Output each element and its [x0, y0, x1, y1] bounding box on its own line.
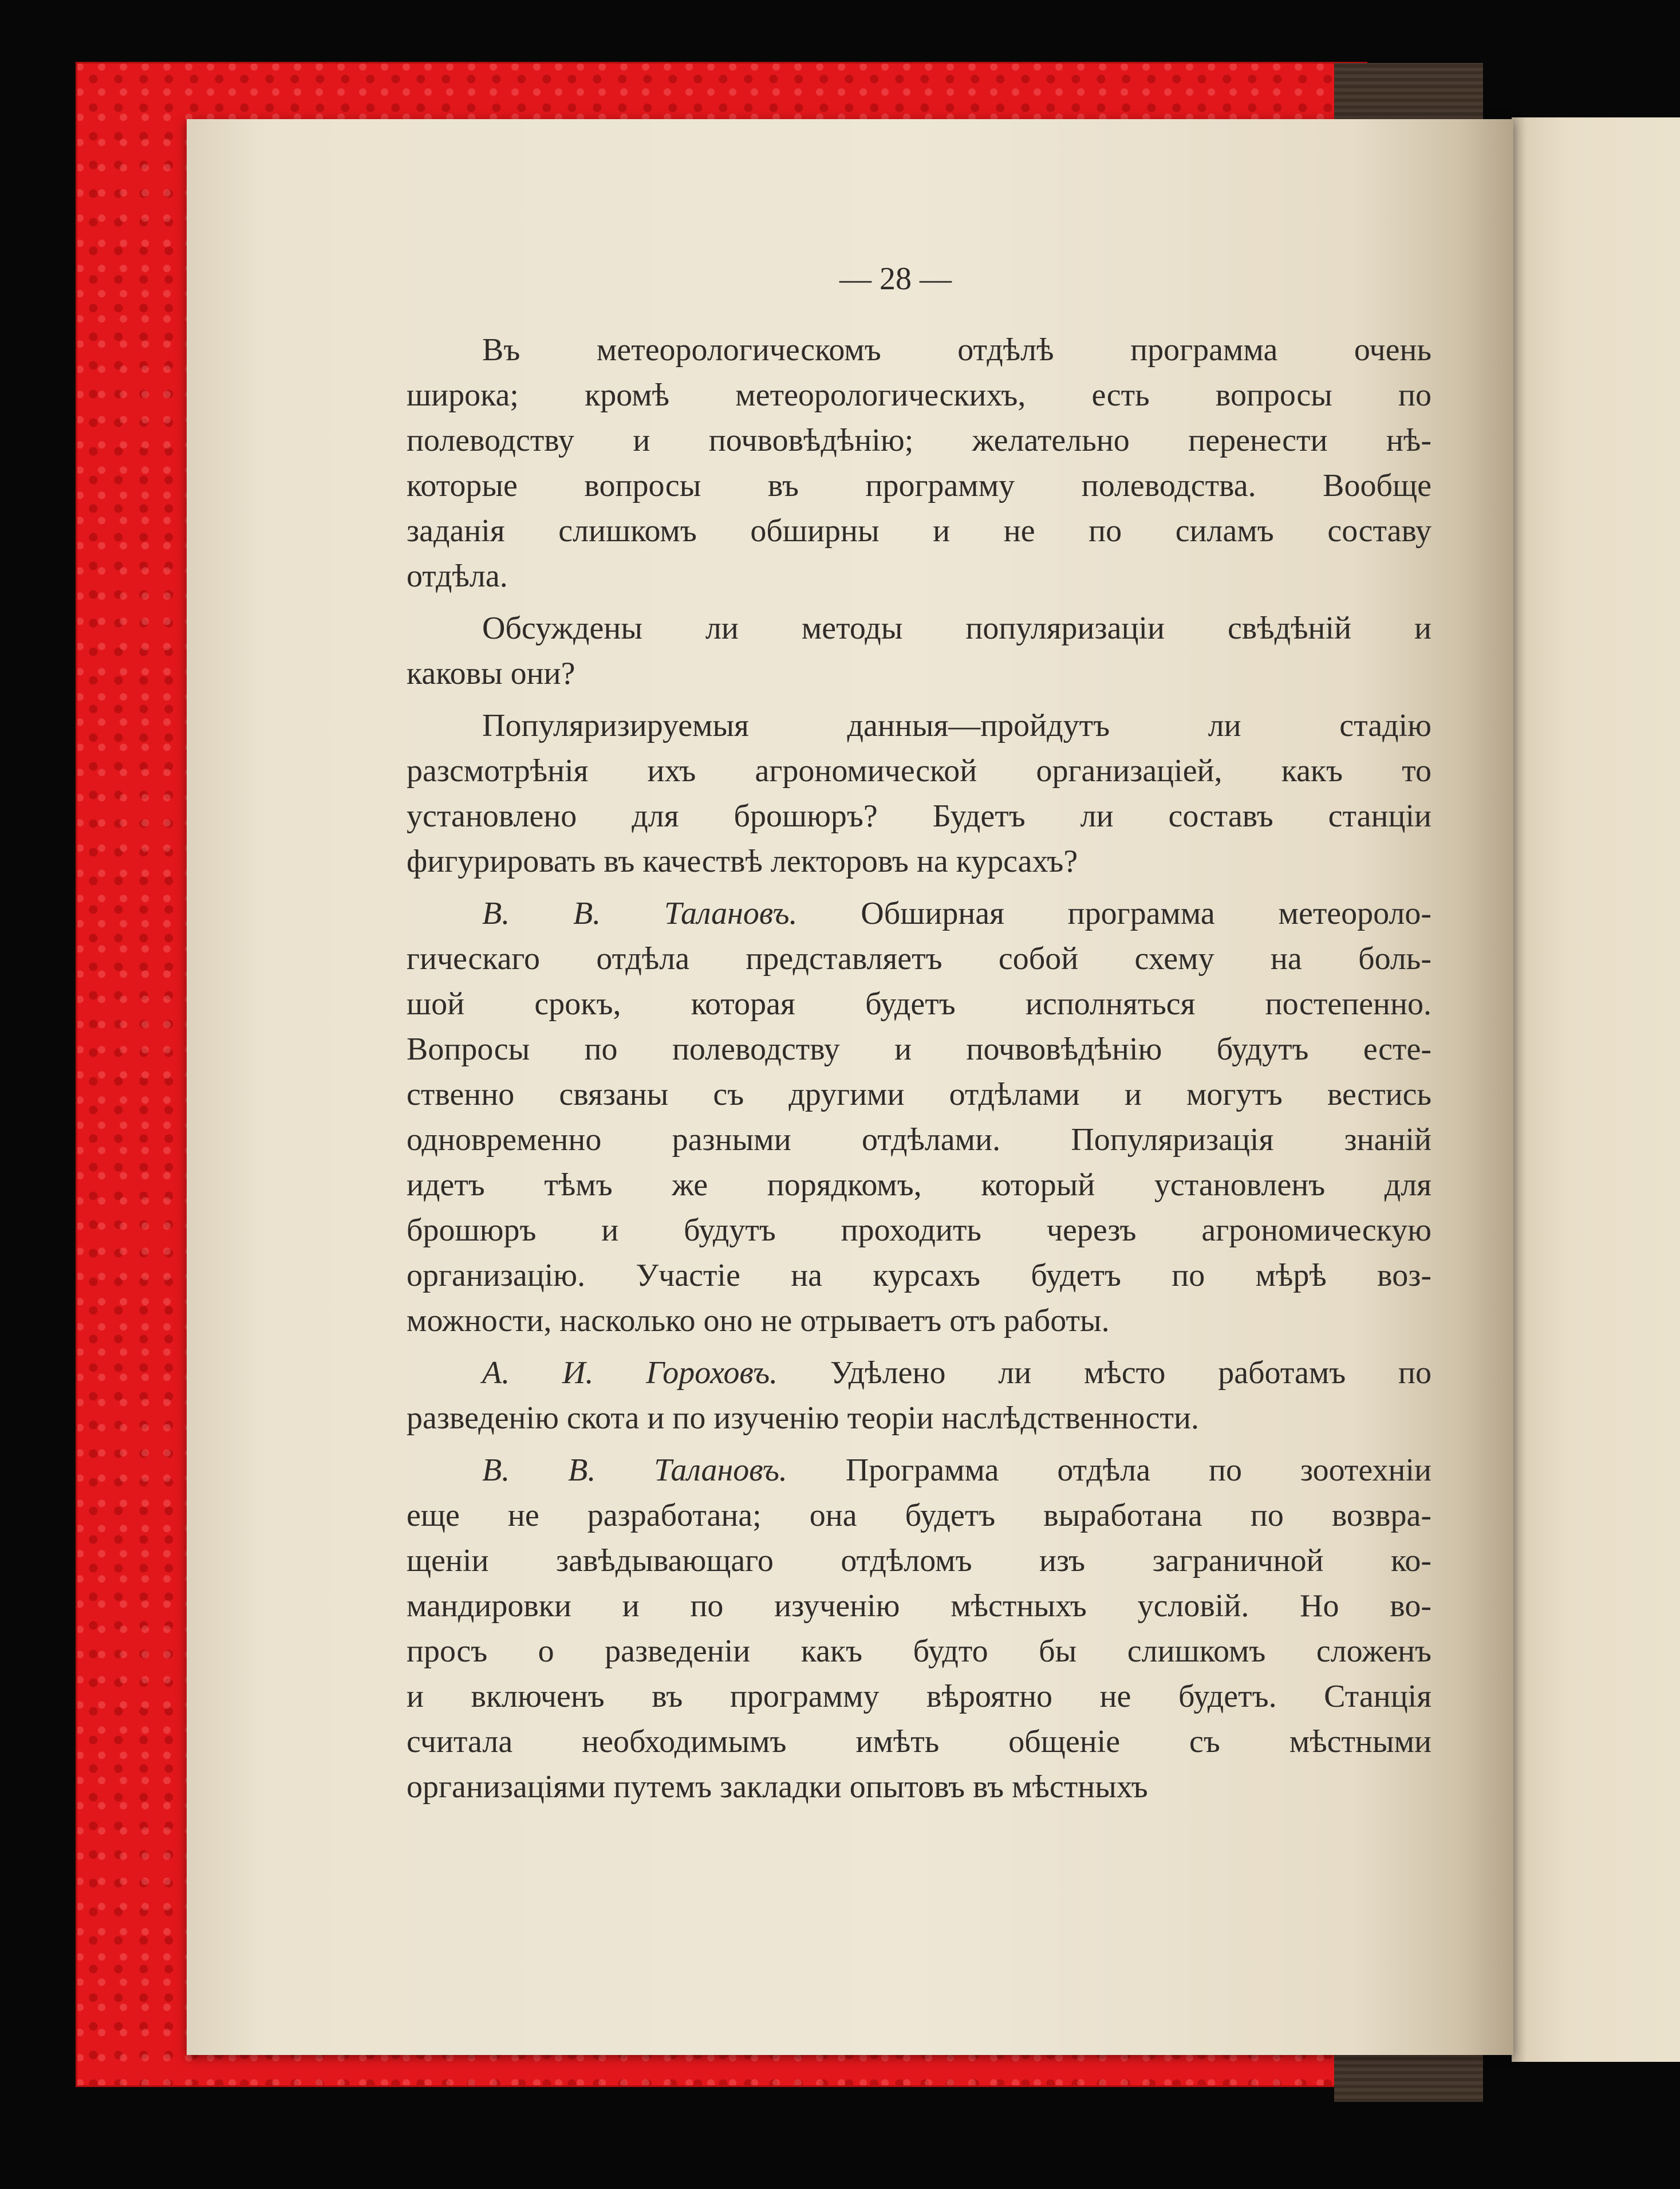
text-line [407, 936, 1431, 982]
line-text: считала необходимымъ имѣть общеніе съ мѣстными [407, 1724, 1431, 1759]
text-line [407, 606, 1431, 651]
line-text: отдѣла. [407, 558, 508, 594]
line-text: щеніи завѣдывающаго отдѣломъ изъ заграничной ко- [407, 1543, 1431, 1578]
line-text: Популяризируемыя данныя—пройдутъ ли стадію [482, 708, 1431, 743]
text-line [407, 1629, 1431, 1674]
paragraph [407, 703, 1431, 884]
text-line [407, 703, 1431, 749]
line-text: Обсуждены ли методы популяризаціи свѣдѣній и [482, 611, 1431, 646]
line-text: Программа отдѣла по зоотехніи [845, 1452, 1432, 1488]
text-line [407, 1396, 1431, 1441]
page-body-text [407, 328, 1431, 1817]
text-line [407, 1351, 1431, 1396]
text-line [407, 1163, 1431, 1208]
speaker-name: В. В. Талановъ. [482, 896, 798, 931]
text-line [407, 509, 1431, 554]
line-text: можности, насколько оно не отрываетъ отъ работы. [407, 1303, 1110, 1338]
line-text: идетъ тѣмъ же порядкомъ, который установленъ для [407, 1167, 1431, 1203]
text-line [407, 1719, 1431, 1765]
line-text: заданія слишкомъ обширны и не по силамъ составу [407, 513, 1431, 549]
text-line [407, 891, 1431, 936]
line-text: разсмотрѣнія ихъ агрономической организаціей, какъ то [407, 753, 1431, 789]
text-line [407, 1298, 1431, 1344]
text-line [407, 1538, 1431, 1584]
text-line [407, 463, 1431, 509]
line-text: шой срокъ, которая будетъ исполняться постепенно. [407, 986, 1431, 1022]
paragraph [407, 1448, 1431, 1810]
line-text: фигурировать въ качествѣ лекторовъ на курсахъ? [407, 844, 1078, 879]
paragraph [407, 891, 1431, 1344]
line-text: Вопросы по полеводству и почвовѣдѣнію будутъ есте- [407, 1031, 1431, 1067]
text-line [407, 651, 1431, 696]
text-line [407, 1253, 1431, 1298]
text-line [407, 749, 1431, 794]
text-line [407, 794, 1431, 839]
line-text: брошюръ и будутъ проходить черезъ агрономическую [407, 1212, 1431, 1248]
line-text: одновременно разными отдѣлами. Популяризація знаній [407, 1122, 1431, 1158]
text-line [407, 839, 1431, 884]
line-text: установлено для брошюръ? Будетъ ли составъ станціи [407, 798, 1431, 834]
paragraph [407, 1351, 1431, 1441]
speaker-name: А. И. Гороховъ. [482, 1355, 778, 1391]
line-text: и включенъ въ программу вѣроятно не будетъ. Станція [407, 1679, 1431, 1714]
text-line [407, 1117, 1431, 1163]
line-text: широка; кромѣ метеорологическихъ, есть вопросы по [407, 377, 1431, 413]
text-line [407, 982, 1431, 1027]
text-line [407, 1208, 1431, 1253]
line-text: мандировки и по изученію мѣстныхъ условій. Но во- [407, 1588, 1431, 1624]
line-text: разведенію скота и по изученію теоріи наслѣдственности. [407, 1400, 1199, 1436]
line-text: организацію. Участіе на курсахъ будетъ по мѣрѣ воз- [407, 1258, 1431, 1293]
line-text: просъ о разведеніи какъ будто бы слишкомъ сложенъ [407, 1633, 1431, 1669]
line-text: гическаго отдѣла представляетъ собой схему на боль- [407, 941, 1431, 977]
line-text: еще не разработана; она будетъ выработана по возвра- [407, 1498, 1431, 1533]
paragraph [407, 328, 1431, 599]
line-text: полеводству и почвовѣдѣнію; желательно перенести нѣ- [407, 423, 1431, 458]
line-text: каковы они? [407, 656, 575, 691]
text-line [407, 1448, 1431, 1493]
line-text: Удѣлено ли мѣсто работамъ по [830, 1355, 1431, 1391]
page-number: — 28 — [839, 261, 952, 297]
text-line [407, 1027, 1431, 1072]
facing-page [1512, 117, 1680, 2062]
text-line [407, 1493, 1431, 1538]
text-line [407, 1584, 1431, 1629]
line-text: Обширная программа метеороло- [861, 896, 1432, 931]
line-text: Въ метеорологическомъ отдѣлѣ программа очень [482, 332, 1431, 368]
text-line [407, 1072, 1431, 1117]
speaker-name: В. В. Талановъ. [482, 1452, 787, 1488]
text-line [407, 1674, 1431, 1719]
text-line [407, 373, 1431, 418]
text-line [407, 328, 1431, 373]
line-text: которые вопросы въ программу полеводства. Вообще [407, 468, 1431, 503]
line-text: организаціями путемъ закладки опытовъ въ мѣстныхъ [407, 1769, 1148, 1805]
text-line [407, 1765, 1431, 1810]
line-text: ственно связаны съ другими отдѣлами и могутъ вестись [407, 1077, 1431, 1112]
text-line [407, 554, 1431, 599]
paragraph [407, 606, 1431, 696]
text-line [407, 418, 1431, 463]
